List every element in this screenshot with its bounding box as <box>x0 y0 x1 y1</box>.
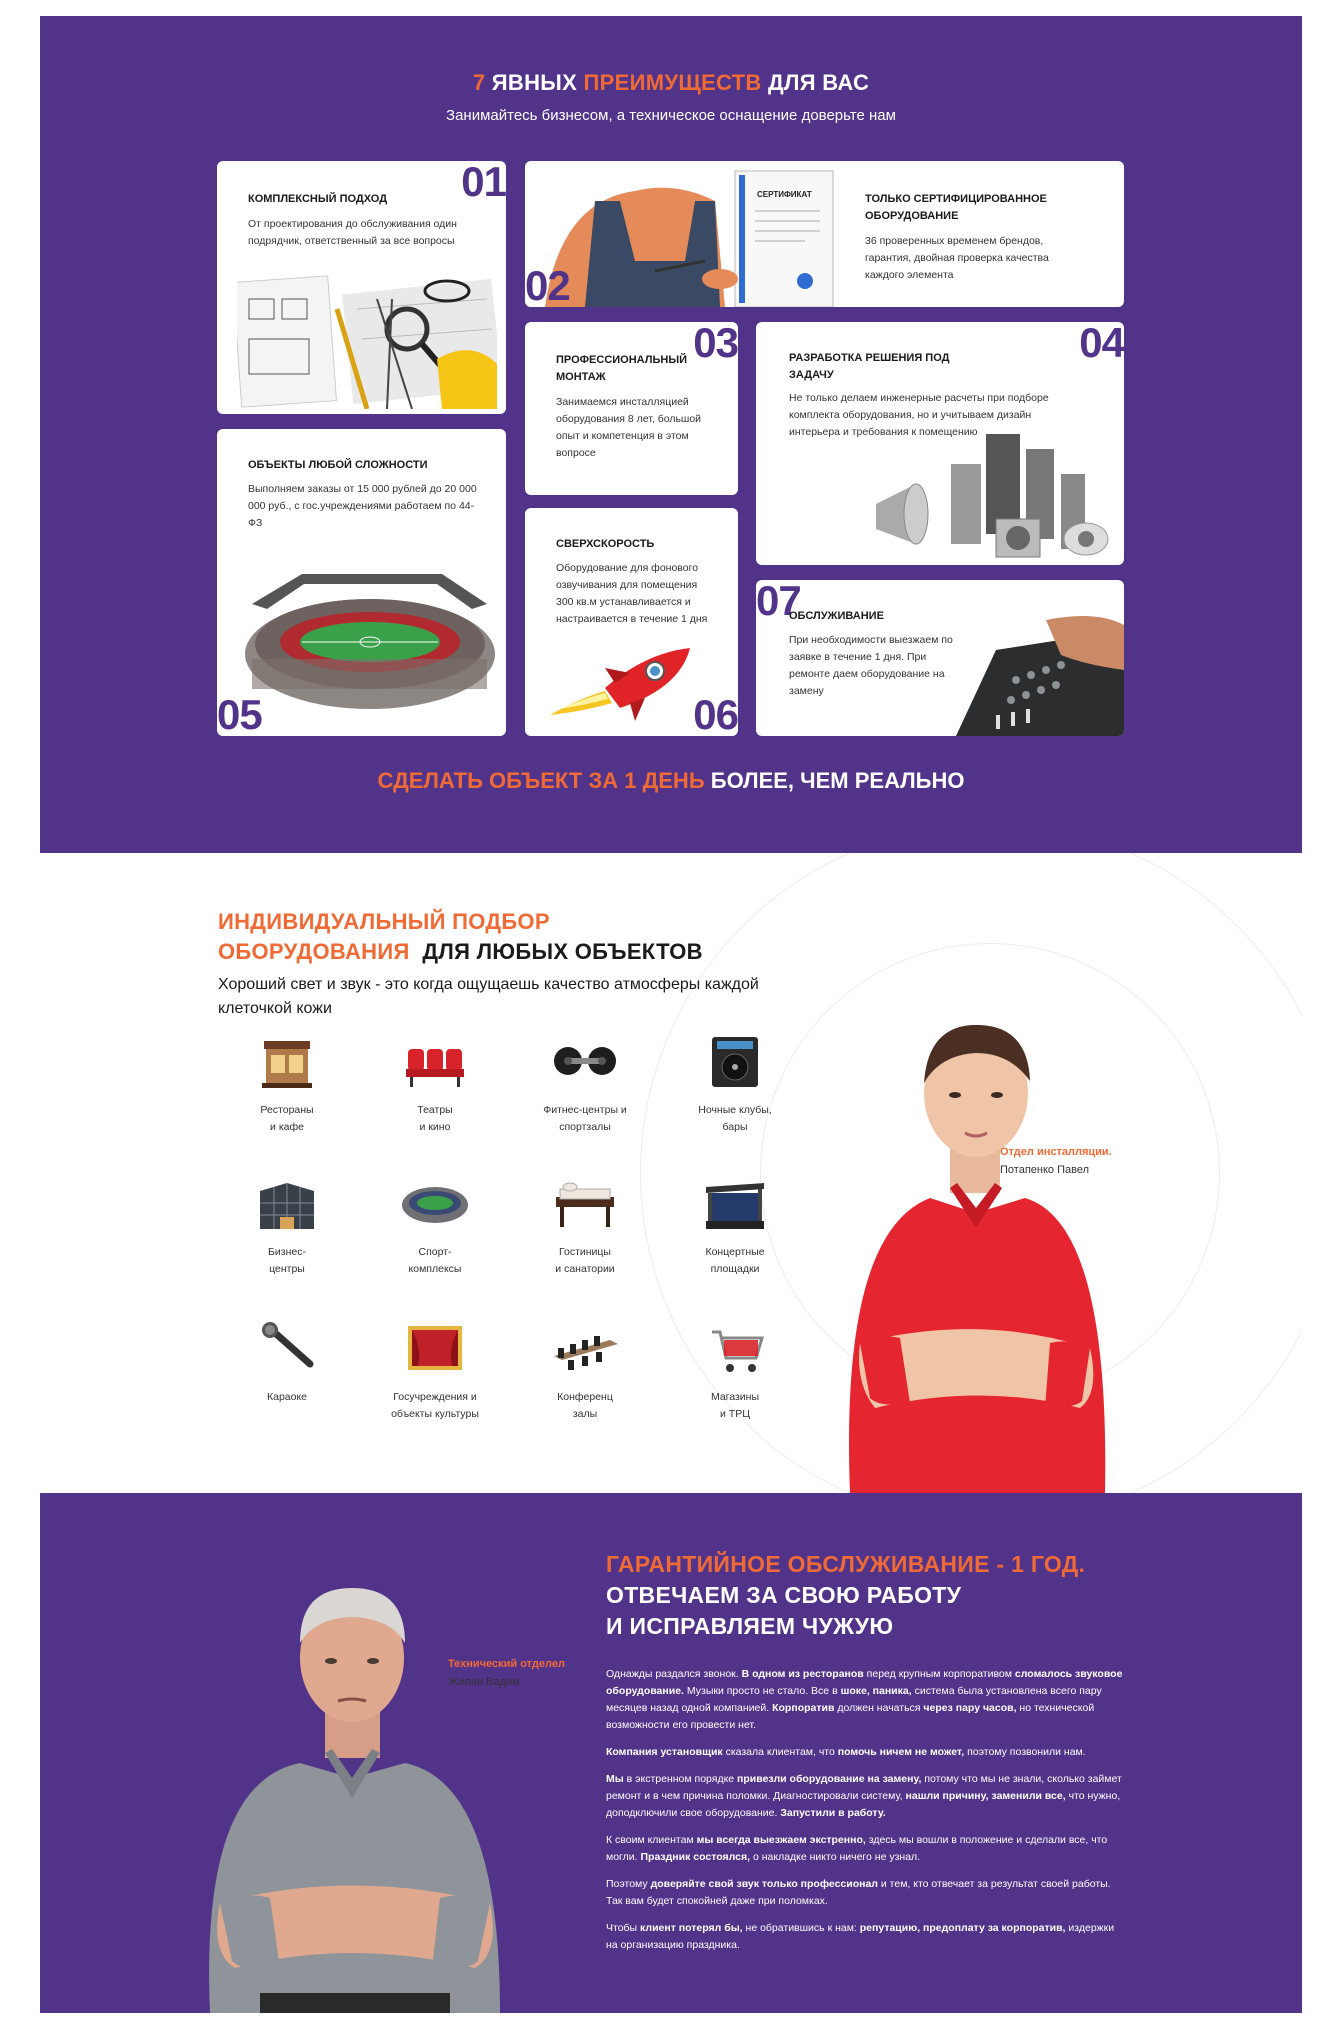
title-accent: ПРЕИМУЩЕСТВ <box>583 70 762 95</box>
story-emphasis: помочь ничем не может, <box>837 1746 965 1758</box>
category-sport-complexes[interactable] <box>375 1173 495 1278</box>
story-paragraph-5 <box>606 1876 1126 1910</box>
story-emphasis: репутацию, предоплату за корпоратив, <box>859 1922 1066 1934</box>
story-text: здесь мы вошли в положение и сделали все, что могли. <box>606 1834 1108 1863</box>
individual-section <box>40 853 1302 1493</box>
story-text: не обратившись к нам: <box>742 1922 860 1934</box>
dj-controller-icon <box>700 1031 770 1091</box>
story-paragraph-2 <box>606 1744 1126 1761</box>
story-emphasis: Мы <box>606 1773 624 1785</box>
category-restaurants[interactable] <box>227 1031 347 1136</box>
mixing-console-icon <box>956 610 1124 736</box>
story-emphasis: В одном из ресторанов <box>741 1668 864 1680</box>
individual-title <box>218 907 703 967</box>
story-text: система была установлена всего пару месяцев назад одной компанией. <box>606 1685 1102 1714</box>
story-text: о накладке никто ничего не узнал. <box>750 1851 921 1863</box>
advantages-bottom-slogan <box>40 768 1302 794</box>
card-number: 06 <box>693 691 738 736</box>
advantage-card-06 <box>525 508 738 736</box>
story-emphasis: мы всегда выезжаем экстренно, <box>696 1834 866 1846</box>
technician-department: Технический отделел <box>448 1658 565 1670</box>
story-text: в экстренном порядке <box>623 1773 738 1785</box>
kiosk-icon <box>252 1031 322 1091</box>
story-emphasis: Запустили в работу. <box>780 1807 886 1819</box>
card-number: 01 <box>461 161 506 205</box>
advantages-section <box>40 16 1302 853</box>
category-concert-venues[interactable] <box>675 1173 795 1278</box>
category-label: Госучреждения и объекты культуры <box>391 1391 479 1420</box>
story-emphasis: Праздник состоялся, <box>640 1851 751 1863</box>
category-karaoke[interactable] <box>227 1318 347 1406</box>
microphone-icon <box>252 1318 322 1378</box>
advantages-subtitle: Занимайтесь бизнесом, а техническое оснащение доверьте нам <box>446 107 896 124</box>
category-label: Конференц залы <box>557 1391 613 1420</box>
story-emphasis: через пару часов, <box>923 1702 1017 1714</box>
story-emphasis: Компания установщик <box>606 1746 723 1758</box>
card-text: Выполняем заказы от 15 000 рублей до 20 000 000 руб., с гос.учреждениями работаем по 44-ФЗ <box>248 483 477 529</box>
advantage-card-03 <box>525 322 738 495</box>
title-post: ДЛЯ ВАС <box>768 70 870 95</box>
installer-name: Потапенко Павел <box>1000 1164 1089 1176</box>
card-title: СВЕРХСКОРОСТЬ <box>556 538 655 550</box>
conference-table-icon <box>550 1318 620 1378</box>
story-text: должен начаться <box>834 1702 924 1714</box>
card-number: 05 <box>217 691 262 736</box>
card-number: 04 <box>1079 322 1124 366</box>
technician-photo-icon <box>200 1573 510 2013</box>
massage-table-icon <box>550 1173 620 1233</box>
story-paragraph-1 <box>606 1666 1126 1734</box>
worker-certificate-icon <box>525 161 835 307</box>
category-government[interactable] <box>375 1318 495 1423</box>
dumbbell-icon <box>550 1031 620 1091</box>
card-number: 07 <box>756 580 801 624</box>
story-paragraph-3 <box>606 1771 1126 1822</box>
advantages-title <box>40 70 1302 96</box>
card-text: 36 проверенных временем брендов, гарантия, двойная проверка качества каждого элемента <box>865 235 1049 281</box>
story-text: Музыки просто не стало. Все в <box>683 1685 841 1697</box>
story-text: Однажды раздался звонок. <box>606 1668 742 1680</box>
story-paragraph-6 <box>606 1920 1126 1954</box>
category-label: Спорт- комплексы <box>408 1246 462 1275</box>
card-number: 03 <box>693 322 738 366</box>
story-text: Поэтому <box>606 1878 651 1890</box>
category-label: Театры и кино <box>417 1104 453 1133</box>
stadium-icon <box>400 1173 470 1233</box>
card-title: ТОЛЬКО СЕРТИФИЦИРОВАННОЕ ОБОРУДОВАНИЕ <box>865 193 1047 222</box>
blueprint-tools-icon <box>237 269 497 409</box>
category-nightclubs[interactable] <box>675 1031 795 1136</box>
category-shops[interactable] <box>675 1318 795 1423</box>
card-number: 02 <box>525 262 570 307</box>
title-line2: ОТВЕЧАЕМ ЗА СВОЮ РАБОТУ <box>606 1582 962 1608</box>
title-accent: ГАРАНТИЙНОЕ ОБСЛУЖИВАНИЕ - 1 ГОД. <box>606 1551 1086 1577</box>
title-pre: ЯВНЫХ <box>491 70 578 95</box>
story-text: и тем, кто отвечает за результат своей работы. Так вам будет спокойней даже при поломках. <box>606 1878 1111 1907</box>
title-line2-rest: ДЛЯ ЛЮБЫХ ОБЪЕКТОВ <box>422 939 703 964</box>
category-business-centers[interactable] <box>227 1173 347 1278</box>
warranty-title <box>606 1549 1085 1642</box>
category-label: Гостиницы и санатории <box>555 1246 615 1275</box>
individual-subtitle: Хороший свет и звук - это когда ощущаешь качество атмосферы каждой клеточкой кожи <box>218 976 759 1017</box>
story-text: что нужно, доподключили свое оборудование. <box>606 1790 1121 1819</box>
rocket-icon <box>550 643 700 723</box>
card-text: От проектирования до обслуживания один подрядчик, ответственный за все вопросы <box>248 218 457 247</box>
stadium-photo-icon <box>242 564 497 714</box>
warranty-section <box>40 1493 1302 2013</box>
certificate-label: СЕРТИФИКАТ <box>757 190 812 199</box>
card-text: Занимаемся инсталляцией оборудования 8 лет, большой опыт и компетенция в этом вопросе <box>556 396 702 459</box>
title-line2-accent: ОБОРУДОВАНИЯ <box>218 939 410 964</box>
advantage-card-02 <box>525 161 1124 307</box>
story-emphasis: сломалось звуковое оборудование. <box>606 1668 1123 1697</box>
slogan-rest: БОЛЕЕ, ЧЕМ РЕАЛЬНО <box>710 768 965 793</box>
story-text: потому что мы не знали, сколько займет ремонт и в чем причина поломки. Диагностировали систему, <box>606 1773 1122 1802</box>
story-emphasis: шоке, паника, <box>840 1685 912 1697</box>
category-label: Концертные площадки <box>705 1246 765 1275</box>
story-text: издержки на организацию праздника. <box>606 1922 1115 1951</box>
story-emphasis: нашли причину, заменили все, <box>905 1790 1066 1802</box>
card-title: ОБСЛУЖИВАНИЕ <box>789 610 884 622</box>
technician-name: Жилин Вадим <box>448 1676 520 1688</box>
card-title: ОБЪЕКТЫ ЛЮБОЙ СЛОЖНОСТИ <box>248 459 428 471</box>
story-emphasis: привезли оборудование на замену, <box>737 1773 922 1785</box>
card-title: РАЗРАБОТКА РЕШЕНИЯ ПОД ЗАДАЧУ <box>789 352 950 381</box>
story-emphasis: доверяйте свой звук только профессионал <box>650 1878 878 1890</box>
card-title: КОМПЛЕКСНЫЙ ПОДХОД <box>248 193 388 205</box>
shopping-cart-icon <box>700 1318 770 1378</box>
category-theaters[interactable] <box>375 1031 495 1136</box>
story-text: Чтобы <box>606 1922 641 1934</box>
title-line3: И ИСПРАВЛЯЕМ ЧУЖУЮ <box>606 1613 894 1639</box>
title-line1: ИНДИВИДУАЛЬНЫЙ ПОДБОР <box>218 909 550 934</box>
story-text: К своим клиентам <box>606 1834 697 1846</box>
category-hotels[interactable] <box>525 1173 645 1278</box>
story-text: поэтому позвонили нам. <box>964 1746 1086 1758</box>
installer-department: Отдел инсталляции. <box>1000 1146 1112 1158</box>
card-text: Не только делаем инженерные расчеты при подборе комплекта оборудования, но и учитываем дизайн интерьера и требования к помещению <box>789 392 1049 438</box>
speakers-icon <box>876 434 1116 560</box>
category-label: Рестораны и кафе <box>260 1104 314 1133</box>
story-text: сказала клиентам, что <box>722 1746 838 1758</box>
card-text: При необходимости выезжаем по заявке в течение 1 дня. При ремонте даем оборудование на замену <box>789 634 953 697</box>
theater-seats-icon <box>400 1031 470 1091</box>
card-title: ПРОФЕССИОНАЛЬНЫЙ МОНТАЖ <box>556 354 687 383</box>
card-text: Оборудование для фонового озвучивания для помещения 300 кв.м устанавливается и настраивается в течение 1 дня <box>556 562 708 625</box>
advantage-card-07 <box>756 580 1124 736</box>
story-emphasis: Корпоратив <box>772 1702 835 1714</box>
category-conference[interactable] <box>525 1318 645 1423</box>
category-label: Магазины и ТРЦ <box>710 1391 760 1420</box>
office-building-icon <box>252 1173 322 1233</box>
warranty-story <box>606 1666 1126 1964</box>
advantage-card-01 <box>217 161 506 414</box>
category-label: Караоке <box>266 1391 308 1403</box>
title-number: 7 <box>472 70 486 95</box>
story-paragraph-4 <box>606 1832 1126 1866</box>
story-text: но технической возможности его провести нет. <box>606 1702 1095 1731</box>
stage-curtain-icon <box>400 1318 470 1378</box>
category-fitness[interactable] <box>525 1031 645 1136</box>
story-emphasis: клиент потерял бы, <box>640 1922 743 1934</box>
advantage-card-05 <box>217 429 506 736</box>
story-text: перед крупным корпоративом <box>863 1668 1015 1680</box>
slogan-accent: СДЕЛАТЬ ОБЪЕКТ ЗА 1 ДЕНЬ <box>377 768 705 793</box>
category-label: Фитнес-центры и спортзалы <box>543 1104 627 1133</box>
concert-stage-icon <box>700 1173 770 1233</box>
category-label: Бизнес- центры <box>268 1246 306 1275</box>
category-label: Ночные клубы, бары <box>698 1104 772 1133</box>
installer-photo-icon <box>820 1013 1140 1493</box>
advantage-card-04 <box>756 322 1124 565</box>
